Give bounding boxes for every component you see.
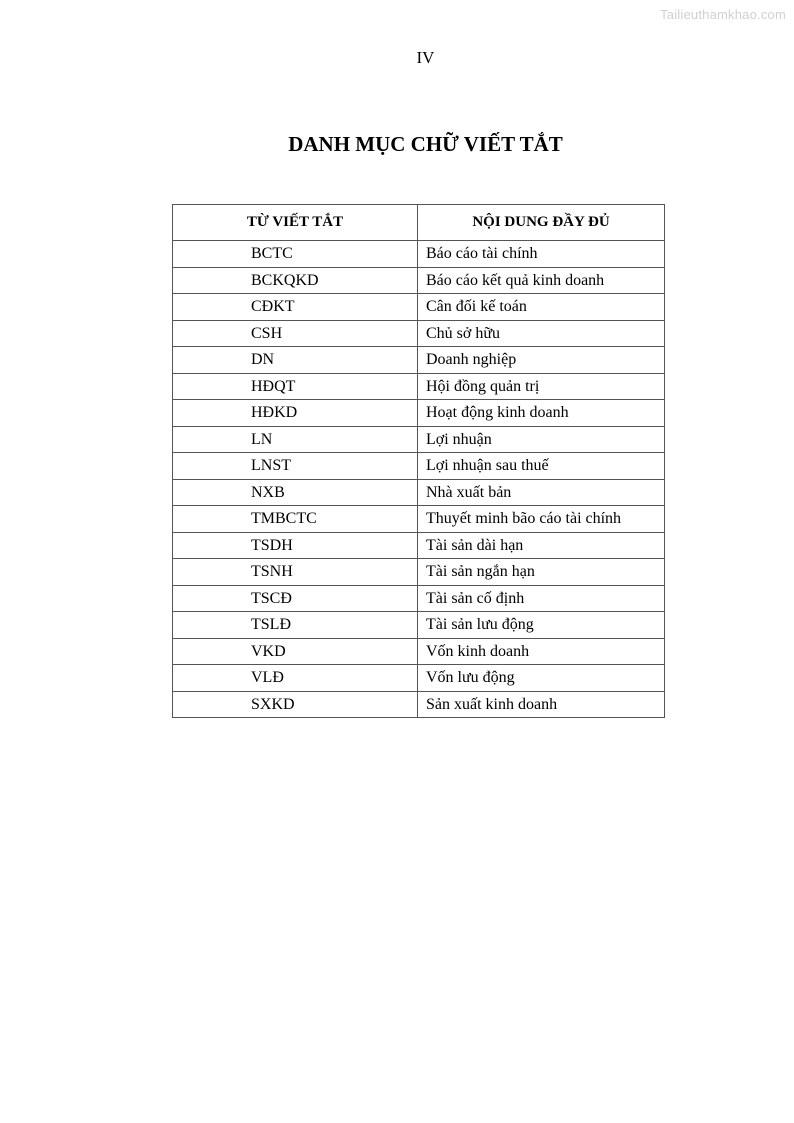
abbreviation-cell: SXKD — [173, 691, 418, 718]
table-row — [173, 400, 665, 427]
abbreviation-cell: LN — [173, 426, 418, 453]
table-row — [173, 453, 665, 480]
full-meaning-cell: Tài sản dài hạn — [418, 532, 665, 559]
abbreviation-cell: CSH — [173, 320, 418, 347]
full-meaning-cell: Báo cáo kết quả kinh doanh — [418, 267, 665, 294]
abbreviation-cell: TSDH — [173, 532, 418, 559]
abbreviation-table — [172, 204, 665, 718]
table-row — [173, 373, 665, 400]
table-row — [173, 691, 665, 718]
full-meaning-cell: Báo cáo tài chính — [418, 241, 665, 268]
full-meaning-cell: Vốn lưu động — [418, 665, 665, 692]
full-meaning-cell: Cân đối kế toán — [418, 294, 665, 321]
table-row — [173, 612, 665, 639]
watermark: Tailieuthamkhao.com — [660, 7, 786, 22]
full-meaning-cell: Nhà xuất bản — [418, 479, 665, 506]
page-title: DANH MỤC CHỮ VIẾT TẮT — [288, 132, 563, 156]
table-header-row — [173, 205, 665, 241]
abbreviation-cell: TSNH — [173, 559, 418, 586]
table-row — [173, 347, 665, 374]
abbreviation-cell: HĐQT — [173, 373, 418, 400]
full-meaning-cell: Hội đồng quản trị — [418, 373, 665, 400]
full-meaning-cell: Chủ sở hữu — [418, 320, 665, 347]
abbreviation-cell: VLĐ — [173, 665, 418, 692]
full-meaning-cell: Lợi nhuận sau thuế — [418, 453, 665, 480]
full-meaning-cell: Lợi nhuận — [418, 426, 665, 453]
full-meaning-cell: Sản xuất kinh doanh — [418, 691, 665, 718]
abbreviation-cell: TSLĐ — [173, 612, 418, 639]
table-row — [173, 532, 665, 559]
table-row — [173, 559, 665, 586]
abbreviation-cell: HĐKD — [173, 400, 418, 427]
abbreviation-cell: NXB — [173, 479, 418, 506]
full-meaning-cell: Vốn kinh doanh — [418, 638, 665, 665]
abbreviation-cell: BCKQKD — [173, 267, 418, 294]
abbreviation-cell: TMBCTC — [173, 506, 418, 533]
table-row — [173, 665, 665, 692]
table-row — [173, 506, 665, 533]
table-row — [173, 294, 665, 321]
full-meaning-cell: Doanh nghiệp — [418, 347, 665, 374]
table-row — [173, 638, 665, 665]
abbreviation-cell: LNST — [173, 453, 418, 480]
full-meaning-cell: Hoạt động kinh doanh — [418, 400, 665, 427]
table-row — [173, 241, 665, 268]
table-row — [173, 585, 665, 612]
page-number: IV — [416, 48, 435, 67]
table-row — [173, 320, 665, 347]
full-meaning-cell: Tài sản lưu động — [418, 612, 665, 639]
column-header-abbreviation: TỪ VIẾT TẮT — [173, 205, 418, 241]
abbreviation-cell: TSCĐ — [173, 585, 418, 612]
table-row — [173, 267, 665, 294]
abbreviation-cell: DN — [173, 347, 418, 374]
full-meaning-cell: Tài sản cố định — [418, 585, 665, 612]
abbreviation-cell: VKD — [173, 638, 418, 665]
full-meaning-cell: Thuyết minh bão cáo tài chính — [418, 506, 665, 533]
table-row — [173, 426, 665, 453]
column-header-full-meaning: NỘI DUNG ĐẦY ĐỦ — [418, 205, 665, 241]
full-meaning-cell: Tài sản ngắn hạn — [418, 559, 665, 586]
table-body — [173, 241, 665, 718]
table-row — [173, 479, 665, 506]
abbreviation-cell: BCTC — [173, 241, 418, 268]
abbreviation-cell: CĐKT — [173, 294, 418, 321]
